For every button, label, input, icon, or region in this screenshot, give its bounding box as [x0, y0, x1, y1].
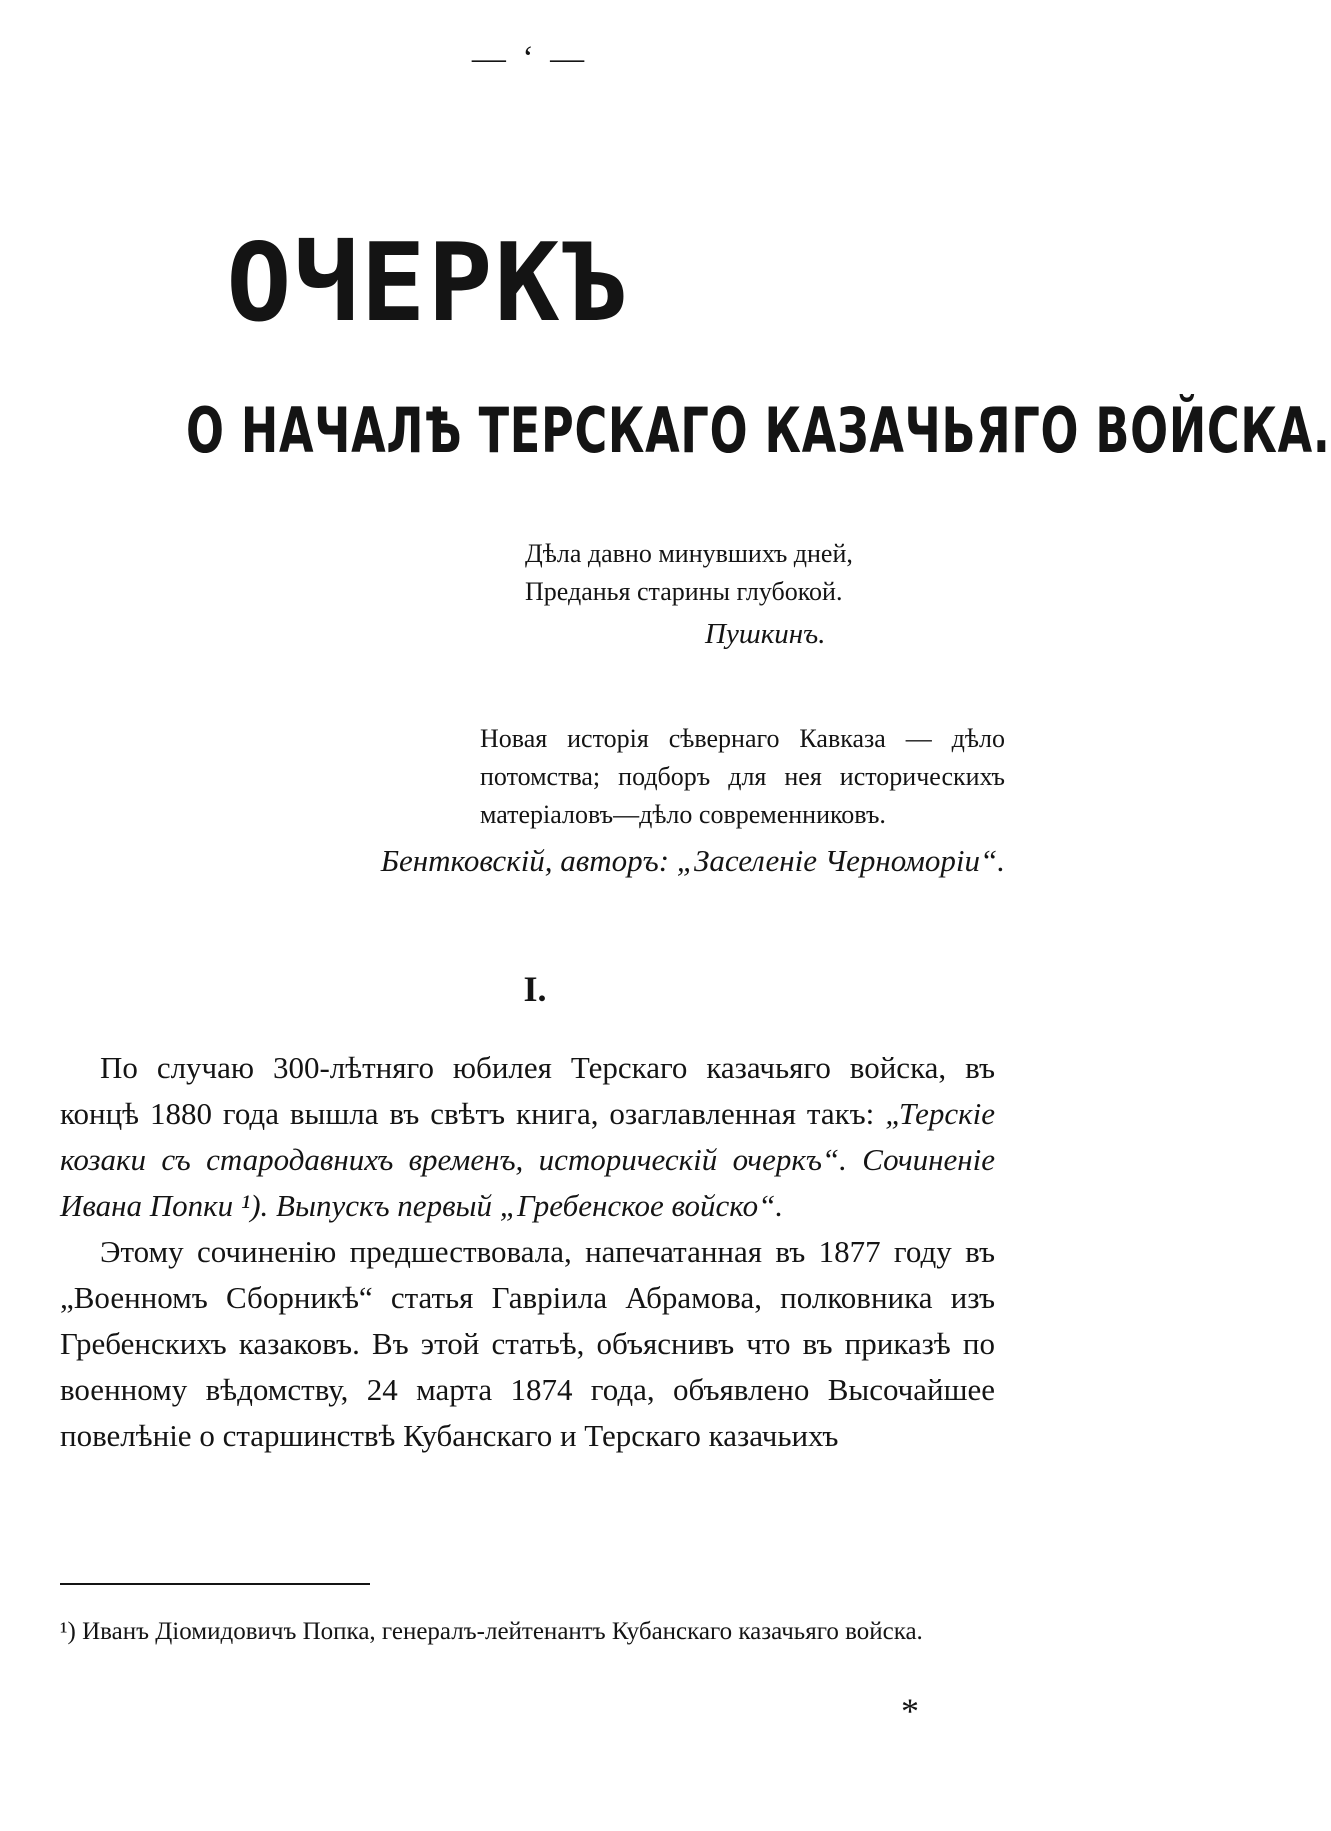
section-number: I. [523, 969, 547, 1009]
paragraph: Этому сочиненію предшествовала, напечатанная въ 1877 году въ „Военномъ Сборникѣ“ статья Гавріила Абрамова, полковника изъ Гребенскихъ казаковъ. Въ этой статьѣ, объяснивъ что въ приказѣ по военному вѣдомству, 24 марта 1874 года, объявлено Высочайшее повелѣніе о старшинствѣ Кубанскаго и Терскаго казачьихъ [60, 1234, 995, 1453]
page-header-mark: — ‘ — [471, 40, 589, 77]
epigraph-pushkin [525, 535, 975, 653]
epigraph-quote: Новая исторія сѣвернаго Кавказа — дѣло потомства; подборъ для нея историческихъ матеріаловъ—дѣло современниковъ. [480, 724, 1005, 829]
epigraph-bentkovsky [185, 720, 1005, 880]
footnote: ¹) Иванъ Діомидовичъ Попка, генералъ-лейтенантъ Кубанскаго казачьяго войска. [60, 1618, 923, 1645]
epigraph-line: Дѣла давно минувшихъ дней, [525, 539, 853, 568]
signature-mark: * [901, 1691, 919, 1731]
footnote-divider [60, 1583, 370, 1585]
epigraph-line: Преданья старины глубокой. [525, 577, 843, 606]
page-title: ОЧЕРКЪ [226, 221, 629, 346]
paragraph [60, 1045, 995, 1229]
epigraph-author: Пушкинъ. [705, 618, 826, 650]
paragraph-italic-text: „Терскіе козаки съ стародавнихъ временъ, историческій очеркъ“. Сочиненіе Ивана Попки ¹). Выпускъ первый „Гребенское войско“. [60, 1096, 995, 1223]
body-text [60, 1045, 995, 1459]
paragraph-text: По случаю 300-лѣтняго юбилея Терскаго казачьяго войска, въ концѣ 1880 года вышла въ свѣтъ книга, озаглавленная такъ: [60, 1050, 995, 1131]
epigraph-author: Бентковскій, авторъ: „Заселеніе Черноморіи“. [380, 843, 1005, 878]
page-subtitle: О НАЧАЛѢ ТЕРСКАГО КАЗАЧЬЯГО ВОЙСКА. [186, 394, 1331, 467]
